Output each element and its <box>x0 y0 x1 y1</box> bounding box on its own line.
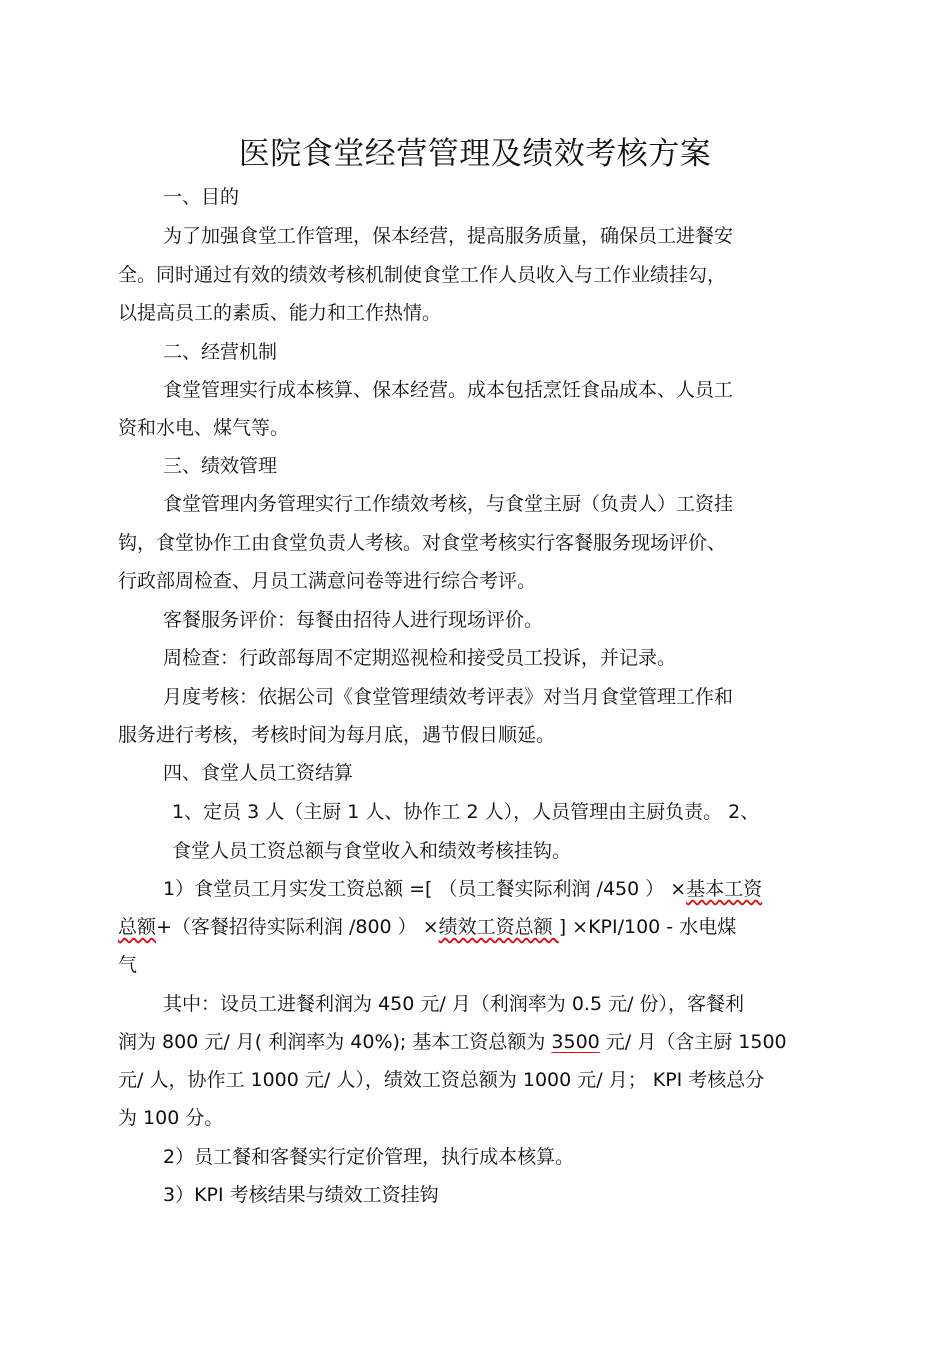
section-4-heading: 四、食堂人员工资结算 <box>163 762 354 784</box>
note-text: 润为 800 元/ 月( 利润率为 40%); 基本工资总额为 <box>118 1031 552 1053</box>
note-text: 元/ 月（含主厨 1500 <box>599 1031 787 1053</box>
note-line-2 <box>118 1029 787 1055</box>
section-1-line-3: 以提高员工的素质、能力和工作热情。 <box>118 302 442 324</box>
guest-service-evaluation: 客餐服务评价：每餐由招待人进行现场评价。 <box>163 609 544 631</box>
formula-text: +（客餐招待实际利润 /800 ） × <box>156 916 439 938</box>
section-3-heading: 三、绩效管理 <box>163 455 278 477</box>
monthly-assessment-line-1: 月度考核：依据公司《食堂管理绩效考评表》对当月食堂管理工作和 <box>163 686 734 708</box>
section-2-heading: 二、经营机制 <box>163 341 278 363</box>
monthly-assessment-line-2: 服务进行考核，考核时间为每月底，遇节假日顺延。 <box>118 724 556 746</box>
basic-salary-term: 基本工资 <box>686 878 763 900</box>
section-1-heading: 一、目的 <box>163 186 240 208</box>
note-line-3: 元/ 人，协作工 1000 元/ 人），绩效工资总额为 1000 元/ 月； KPI 考核总分 <box>118 1069 765 1091</box>
kpi-item: 3）KPI 考核结果与绩效工资挂钩 <box>163 1184 439 1206</box>
weekly-inspection: 周检查：行政部每周不定期巡视检和接受员工投诉，并记录。 <box>163 647 677 669</box>
section-1-line-2: 全。同时通过有效的绩效考核机制使食堂工作人员收入与工作业绩挂勾， <box>118 264 727 286</box>
section-3-line-3: 行政部周检查、月员工满意问卷等进行综合考评。 <box>118 570 537 592</box>
document-title: 医院食堂经营管理及绩效考核方案 <box>238 136 712 172</box>
performance-salary-term: 绩效工资总额 <box>438 916 559 938</box>
basic-salary-amount: 3500 <box>551 1031 600 1053</box>
formula-line-2 <box>118 914 736 940</box>
section-2-line-2: 资和水电、煤气等。 <box>118 417 290 439</box>
section-3-line-2: 钩，食堂协作工由食堂负责人考核。对食堂考核实行客餐服务现场评价、 <box>118 532 727 554</box>
note-line-4: 为 100 分。 <box>118 1107 224 1129</box>
section-1-line-1: 为了加强食堂工作管理，保本经营，提高服务质量，确保员工进餐安 <box>163 225 734 247</box>
note-line-1: 其中：设员工进餐利润为 450 元/ 月（利润率为 0.5 元/ 份），客餐利 <box>163 993 745 1015</box>
formula-line-1 <box>163 876 762 902</box>
formula-text: ] ×KPI/100 - 水电煤 <box>558 916 737 938</box>
salary-link-item: 食堂人员工资总额与食堂收入和绩效考核挂钩。 <box>172 840 572 862</box>
section-2-line-1: 食堂管理实行成本核算、保本经营。成本包括烹饪食品成本、人员工 <box>163 379 734 401</box>
pricing-item: 2）员工餐和客餐实行定价管理，执行成本核算。 <box>163 1146 575 1168</box>
section-3-line-1: 食堂管理内务管理实行工作绩效考核，与食堂主厨（负责人）工资挂 <box>163 493 734 515</box>
formula-line-3: 气 <box>118 954 138 976</box>
basic-salary-term-cont: 总额 <box>118 916 157 938</box>
staffing-item: 1、定员 3 人（主厨 1 人、协作工 2 人），人员管理由主厨负责。 2、 <box>172 801 760 823</box>
formula-text: 1）食堂员工月实发工资总额 =[ （员工餐实际利润 /450 ） × <box>163 878 687 900</box>
